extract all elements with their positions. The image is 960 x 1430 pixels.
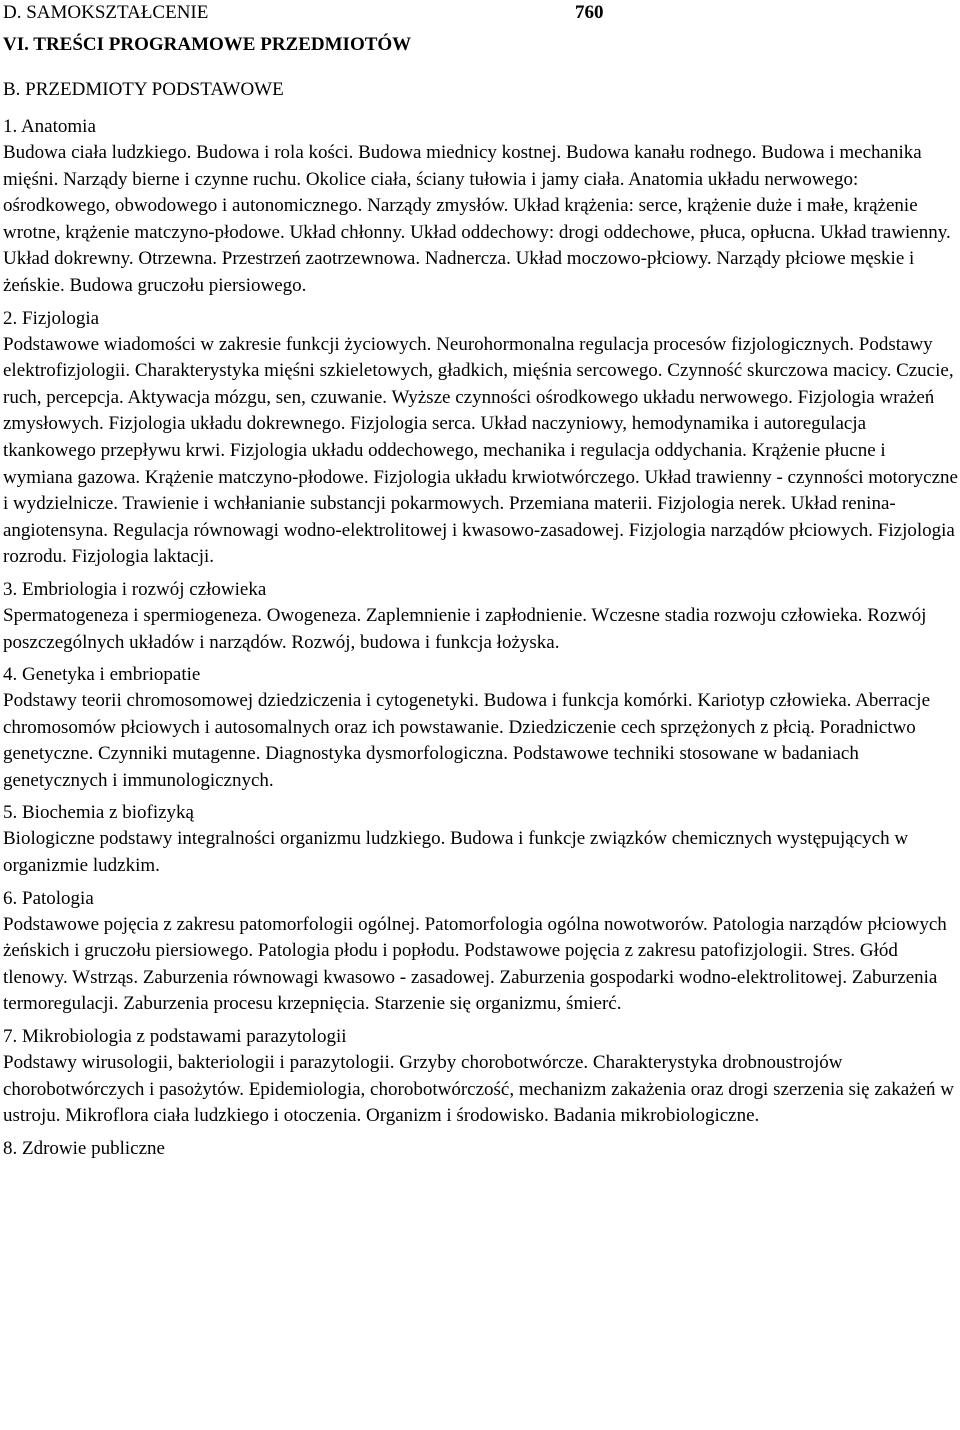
section-body: Budowa ciała ludzkiego. Budowa i rola kości. Budowa miednicy kostnej. Budowa kanału rodnego. Budowa i mechanika mięśni. Narządy bierne i czynne ruchu. Okolice ciała, ściany tułowia i jamy ciała. Anatomia układu nerwowego: ośrodkowego, obwodowego i autonomicznego. Narządy zmysłów. Układ krążenia: serce, krążenie duże i małe, krążenie wrotne, krążenie matczyno-płodowe. Układ chłonny. Układ oddechowy: drogi oddechowe, płuca, opłucna. Układ trawienny. Układ dokrewny. Otrzewna. Przestrzeń zaotrzewnowa. Nadnercza. Układ moczowo-płciowy. Narządy płciowe męskie i żeńskie. Budowa gruczołu piersiowego. bbox=[3, 142, 951, 296]
section-body: Podstawy wirusologii, bakteriologii i parazytologii. Grzyby chorobotwórcze. Charakterystyka drobnoustrojów chorobotwórczych i pasożytów. Epidemiologia, chorobotwórczość, mechanizm zakażenia oraz drogi szerzenia się zakażeń w ustroju. Mikroflora ciała ludzkiego i otoczenia. Organizm i środowisko. Badania mikrobiologiczne. bbox=[3, 1052, 954, 1127]
section-body: Podstawowe wiadomości w zakresie funkcji życiowych. Neurohormonalna regulacja procesów fizjologicznych. Podstawy elektrofizjologii. Charakterystyka mięśni szkieletowych, gładkich, mięśnia sercowego. Czynność skurczowa macicy. Czucie, ruch, percepcja. Aktywacja mózgu, sen, czuwanie. Wyższe czynności ośrodkowego układu nerwowego. Fizjologia wrażeń zmysłowych. Fizjologia układu dokrewnego. Fizjologia serca. Układ naczyniowy, hemodynamika i autoregulacja tkankowego przepływu krwi. Fizjologia układu oddechowego, mechanika i regulacja oddychania. Krążenie płucne i wymiana gazowa. Krążenie matczyno-płodowe. Fizjologia układu krwiotwórczego. Układ trawienny - czynności motoryczne i wydzielnicze. Trawienie i wchłanianie substancji pokarmowych. Przemiana materii. Fizjologia nerek. Układ renina-angiotensyna. Regulacja równowagi wodno-elektrolitowej i kwasowo-zasadowej. Fizjologia narządów płciowych. Fizjologia rozrodu. Fizjologia laktacji. bbox=[3, 333, 958, 568]
page-header bbox=[3, 0, 959, 28]
section-heading: 5. Biochemia z biofizyką bbox=[3, 802, 194, 824]
section-patologia bbox=[3, 886, 959, 1018]
section-body: Biologiczne podstawy integralności organizmu ludzkiego. Budowa i funkcje związków chemicznych występujących w organizmie ludzkim. bbox=[3, 828, 909, 877]
section-fizjologia bbox=[3, 306, 959, 571]
document-title: VI. TREŚCI PROGRAMOWE PRZEDMIOTÓW bbox=[3, 34, 412, 55]
section-heading: 4. Genetyka i embriopatie bbox=[3, 664, 201, 686]
section-zdrowie-publiczne bbox=[3, 1136, 959, 1162]
section-heading: 3. Embriologia i rozwój człowieka bbox=[3, 578, 267, 600]
page-number: 760 bbox=[575, 2, 604, 23]
section-heading: 2. Fizjologia bbox=[3, 307, 100, 329]
section-genetyka bbox=[3, 662, 959, 794]
section-heading: 8. Zdrowie publiczne bbox=[3, 1137, 165, 1159]
part-label: D. SAMOKSZTAŁCENIE bbox=[3, 2, 209, 23]
section-anatomia bbox=[3, 114, 959, 300]
section-body: Podstawowe pojęcia z zakresu patomorfologii ogólnej. Patomorfologia ogólna nowotworów. Patologia narządów płciowych żeńskich i gruczołu piersiowego. Patologia płodu i popłodu. Podstawowe pojęcia z zakresu patofizjologii. Stres. Głód tlenowy. Wstrząs. Zaburzenia równowagi kwasowo - zasadowej. Zaburzenia gospodarki wodno-elektrolitowej. Zaburzenia termoregulacji. Zaburzenia procesu krzepnięcia. Starzenie się organizmu, śmierć. bbox=[3, 913, 947, 1015]
section-body: Podstawy teorii chromosomowej dziedziczenia i cytogenetyki. Budowa i funkcja komórki. Kariotyp człowieka. Aberracje chromosomów płciowych i autosomalnych oraz ich powstawanie. Dziedziczenie cech sprzężonych z płcią. Poradnictwo genetyczne. Czynniki mutagenne. Diagnostyka dysmorfologiczna. Podstawowe techniki stosowane w badaniach genetycznych i immunologicznych. bbox=[3, 690, 931, 791]
section-mikrobiologia bbox=[3, 1024, 959, 1130]
section-heading: 7. Mikrobiologia z podstawami parazytologii bbox=[3, 1026, 347, 1048]
document-page bbox=[3, 0, 959, 1162]
section-body: Spermatogeneza i spermiogeneza. Owogeneza. Zaplemnienie i zapłodnienie. Wczesne stadia rozwoju człowieka. Rozwój poszczególnych układów i narządów. Rozwój, budowa i funkcja łożyska. bbox=[3, 604, 927, 653]
section-biochemia bbox=[3, 800, 959, 879]
section-heading: 6. Patologia bbox=[3, 887, 94, 909]
section-embriologia bbox=[3, 577, 959, 656]
section-heading: 1. Anatomia bbox=[3, 116, 96, 137]
document-subtitle: B. PRZEDMIOTY PODSTAWOWE bbox=[3, 79, 284, 100]
